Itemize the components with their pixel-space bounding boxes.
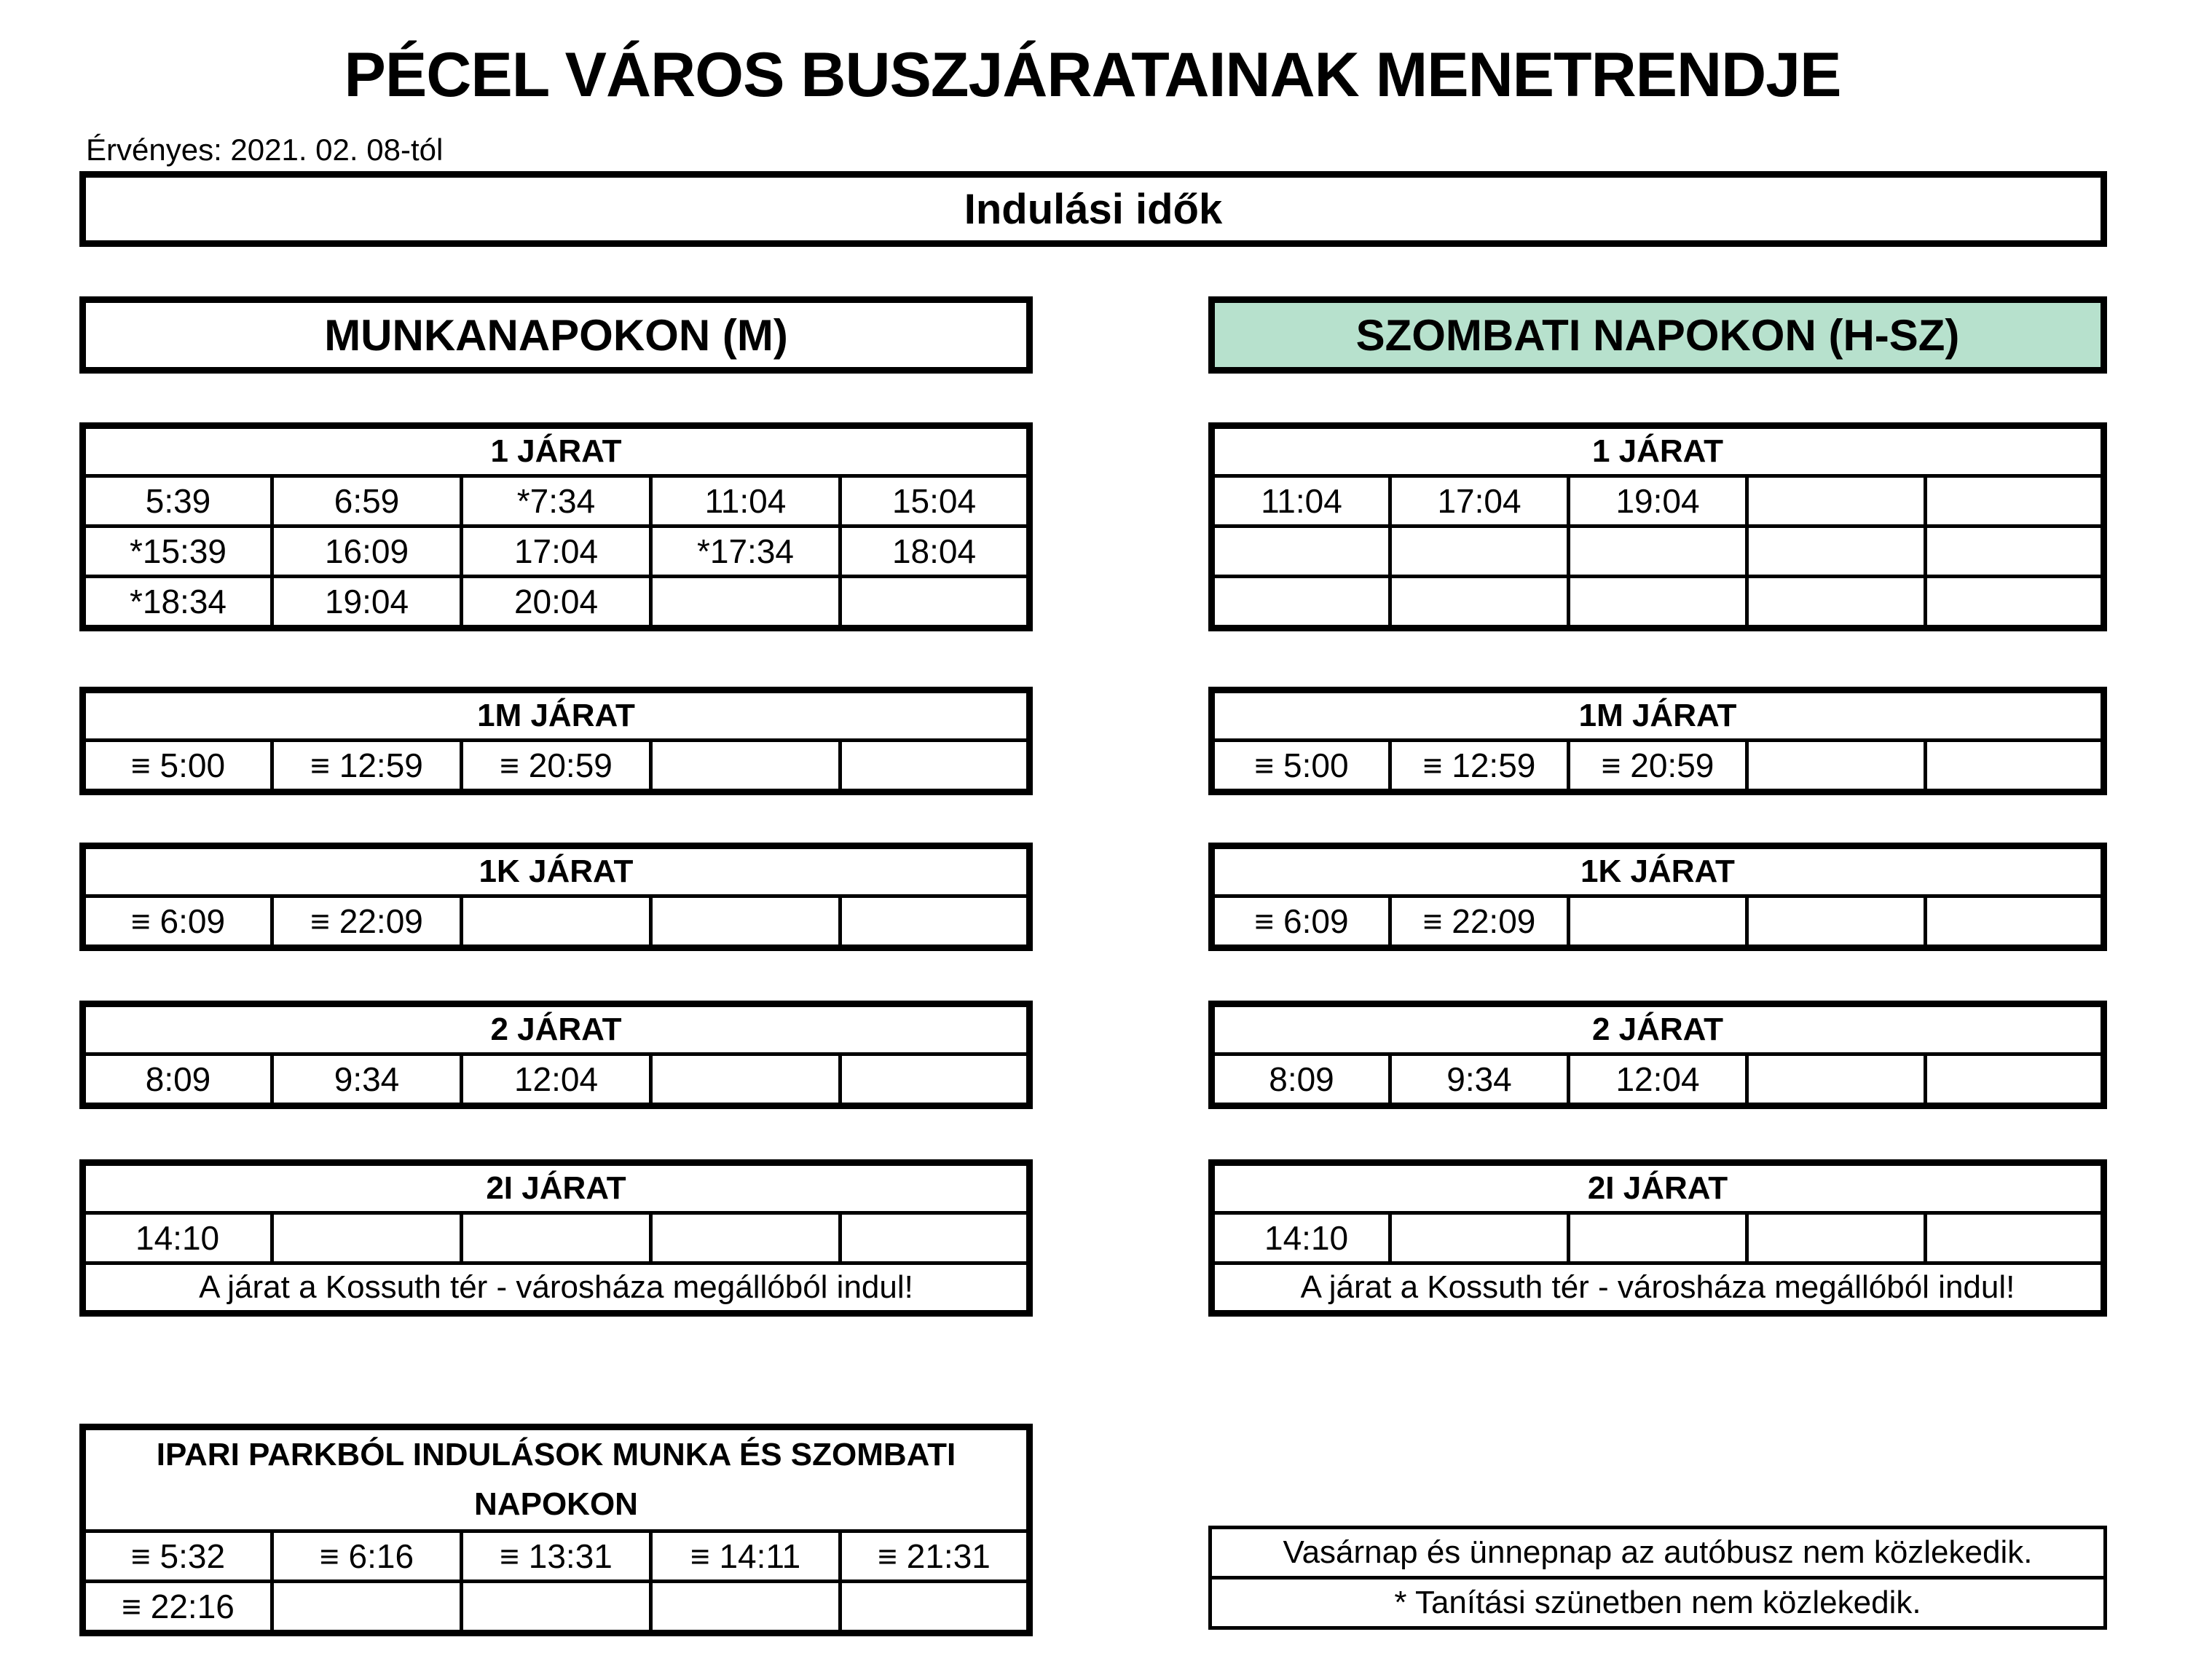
departure-time: 5:39 <box>83 476 272 527</box>
departure-time: 19:04 <box>1569 476 1747 527</box>
departure-time: *15:39 <box>83 527 272 577</box>
section-title: Indulási idők <box>79 171 2107 247</box>
time-row <box>1212 476 2104 527</box>
departure-time <box>651 577 840 628</box>
departure-time <box>1747 577 1926 628</box>
departure-time <box>1747 1213 1926 1263</box>
departure-time: ≡ 21:31 <box>840 1531 1030 1582</box>
departure-time: 12:04 <box>1569 1054 1747 1106</box>
departure-time: ≡ 5:00 <box>1212 741 1390 792</box>
departure-time <box>840 1582 1030 1633</box>
departure-time: ≡ 5:32 <box>83 1531 272 1582</box>
departure-time <box>1747 476 1926 527</box>
departure-time: ≡ 6:09 <box>83 896 272 948</box>
validity-date: Érvényes: 2021. 02. 08-tól <box>86 133 444 167</box>
departure-time <box>651 1582 840 1633</box>
departure-time <box>462 1213 651 1263</box>
departure-time <box>1747 741 1926 792</box>
departure-time <box>272 1213 462 1263</box>
time-row <box>1212 741 2104 792</box>
departure-time <box>1390 1213 1569 1263</box>
departure-time <box>1390 527 1569 577</box>
departure-time <box>1747 896 1926 948</box>
route-name: 1K JÁRAT <box>1212 846 2104 896</box>
departure-time: 9:34 <box>1390 1054 1569 1106</box>
workdays-route-table <box>79 687 1033 795</box>
route-name: 1M JÁRAT <box>83 690 1030 741</box>
departure-time: ≡ 20:59 <box>462 741 651 792</box>
departure-time <box>1926 577 2104 628</box>
departure-time: ≡ 20:59 <box>1569 741 1747 792</box>
departure-time <box>272 1582 462 1633</box>
departure-time <box>462 1582 651 1633</box>
route-name: 1K JÁRAT <box>83 846 1030 896</box>
workdays-route-table <box>79 422 1033 631</box>
saturdays-header: SZOMBATI NAPOKON (H-SZ) <box>1208 296 2107 374</box>
departure-time: *18:34 <box>83 577 272 628</box>
departure-time: 14:10 <box>1212 1213 1390 1263</box>
route-name: 1 JÁRAT <box>1212 426 2104 476</box>
departure-time <box>1569 1213 1747 1263</box>
time-row <box>1212 577 2104 628</box>
departure-time <box>840 1213 1030 1263</box>
route-name: 2I JÁRAT <box>1212 1163 2104 1213</box>
departure-time <box>1747 1054 1926 1106</box>
departure-time <box>1569 896 1747 948</box>
departure-time <box>840 741 1030 792</box>
workdays-route-table <box>79 843 1033 951</box>
route-name: 2I JÁRAT <box>83 1163 1030 1213</box>
departure-time <box>1926 896 2104 948</box>
workdays-header: MUNKANAPOKON (M) <box>79 296 1033 374</box>
departure-time: 9:34 <box>272 1054 462 1106</box>
departure-time: ≡ 22:09 <box>272 896 462 948</box>
departure-time <box>1926 1213 2104 1263</box>
departure-time <box>840 577 1030 628</box>
departure-time <box>1212 527 1390 577</box>
time-row <box>83 476 1030 527</box>
time-row <box>83 1213 1030 1263</box>
departure-time <box>651 741 840 792</box>
industrial-park-title: IPARI PARKBÓL INDULÁSOK MUNKA ÉS SZOMBATI NAPOKON <box>83 1427 1030 1531</box>
time-row <box>1212 527 2104 577</box>
time-row <box>83 1582 1030 1633</box>
departure-time: 20:04 <box>462 577 651 628</box>
departure-time: *17:34 <box>651 527 840 577</box>
departure-time <box>651 1213 840 1263</box>
departure-time: 14:10 <box>83 1213 272 1263</box>
workdays-route-table <box>79 1159 1033 1317</box>
departure-time: 19:04 <box>272 577 462 628</box>
departure-time: 11:04 <box>651 476 840 527</box>
departure-time: ≡ 13:31 <box>462 1531 651 1582</box>
departure-time: 18:04 <box>840 527 1030 577</box>
time-row <box>1212 1213 2104 1263</box>
departure-time <box>1569 527 1747 577</box>
time-row <box>83 896 1030 948</box>
time-row <box>83 741 1030 792</box>
departure-time <box>651 1054 840 1106</box>
time-row <box>1212 896 2104 948</box>
time-row <box>83 577 1030 628</box>
departure-time: 17:04 <box>1390 476 1569 527</box>
note-sunday: Vasárnap és ünnepnap az autóbusz nem közlekedik. <box>1210 1528 2106 1578</box>
time-row <box>83 527 1030 577</box>
departure-time: ≡ 14:11 <box>651 1531 840 1582</box>
departure-time <box>840 1054 1030 1106</box>
departure-time: 11:04 <box>1212 476 1390 527</box>
route-note: A járat a Kossuth tér - városháza megállóból indul! <box>83 1263 1030 1314</box>
departure-time: 16:09 <box>272 527 462 577</box>
departure-time: 12:04 <box>462 1054 651 1106</box>
workdays-route-table <box>79 1001 1033 1109</box>
route-name: 1M JÁRAT <box>1212 690 2104 741</box>
departure-time: 8:09 <box>1212 1054 1390 1106</box>
departure-time: 15:04 <box>840 476 1030 527</box>
departure-time <box>1926 1054 2104 1106</box>
route-name: 2 JÁRAT <box>1212 1004 2104 1054</box>
departure-time: ≡ 5:00 <box>83 741 272 792</box>
time-row <box>83 1531 1030 1582</box>
departure-time <box>462 896 651 948</box>
departure-time: ≡ 12:59 <box>1390 741 1569 792</box>
departure-time: *7:34 <box>462 476 651 527</box>
time-row <box>83 1054 1030 1106</box>
departure-time <box>1926 476 2104 527</box>
departure-time <box>651 896 840 948</box>
page-title: PÉCEL VÁROS BUSZJÁRATAINAK MENETRENDJE <box>344 40 1841 110</box>
departure-time: ≡ 6:16 <box>272 1531 462 1582</box>
departure-time: 8:09 <box>83 1054 272 1106</box>
departure-time <box>1569 577 1747 628</box>
time-row <box>1212 1054 2104 1106</box>
note-school-break: * Tanítási szünetben nem közlekedik. <box>1210 1578 2106 1628</box>
industrial-park-table <box>79 1424 1033 1636</box>
departure-time: ≡ 22:16 <box>83 1582 272 1633</box>
departure-time: ≡ 22:09 <box>1390 896 1569 948</box>
departure-time <box>1212 577 1390 628</box>
departure-time <box>1926 741 2104 792</box>
notes-table <box>1208 1526 2107 1630</box>
route-name: 1 JÁRAT <box>83 426 1030 476</box>
departure-time: 6:59 <box>272 476 462 527</box>
departure-time <box>1390 577 1569 628</box>
route-name: 2 JÁRAT <box>83 1004 1030 1054</box>
saturdays-route-table <box>1208 843 2107 951</box>
departure-time <box>1747 527 1926 577</box>
saturdays-route-table <box>1208 1001 2107 1109</box>
saturdays-route-table <box>1208 422 2107 631</box>
saturdays-route-table <box>1208 1159 2107 1317</box>
departure-time: ≡ 6:09 <box>1212 896 1390 948</box>
departure-time: ≡ 12:59 <box>272 741 462 792</box>
departure-time <box>1926 527 2104 577</box>
departure-time <box>840 896 1030 948</box>
departure-time: 17:04 <box>462 527 651 577</box>
saturdays-route-table <box>1208 687 2107 795</box>
route-note: A járat a Kossuth tér - városháza megállóból indul! <box>1212 1263 2104 1314</box>
